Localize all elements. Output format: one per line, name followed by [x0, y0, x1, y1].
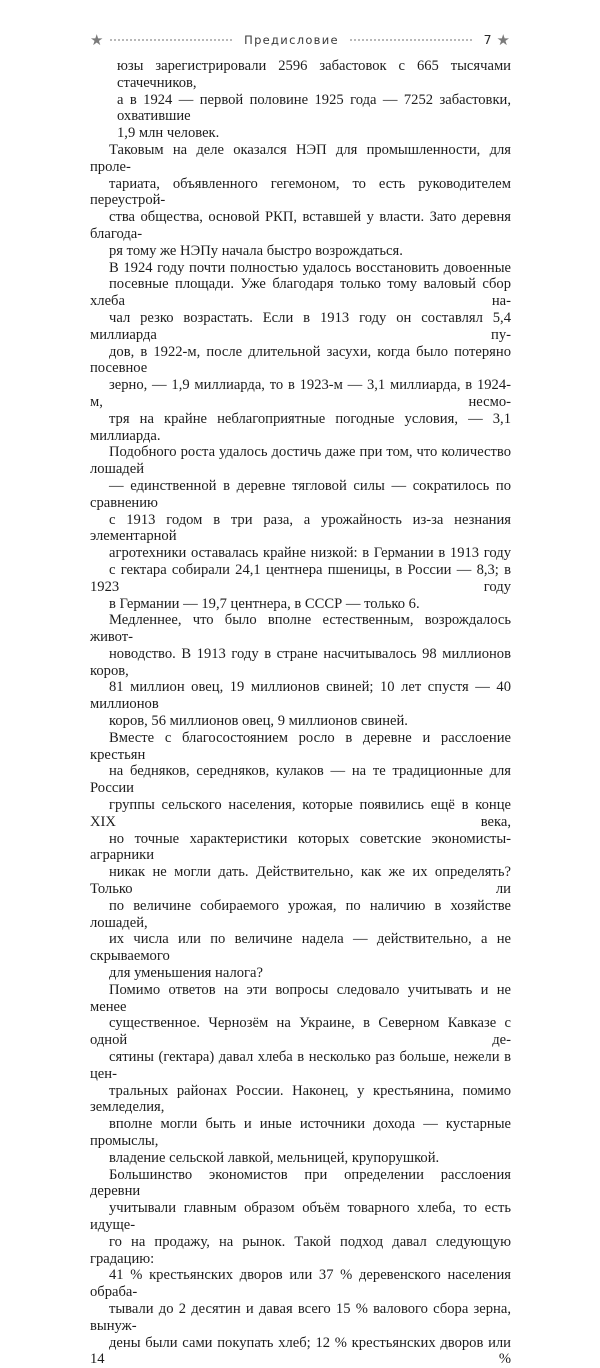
text-line: Медленнее, что было вполне естественным, возрождалось живот- [90, 612, 511, 646]
text-line: с гектара собирали 24,1 центнера пшеницы, в России — 8,3; в 1923 году [90, 561, 511, 595]
text-line: Помимо ответов на эти вопросы следовало учитывать и не менее [90, 981, 511, 1015]
paragraph [90, 1167, 511, 1368]
text-line: владение сельской лавкой, мельницей, крупорушкой. [109, 1149, 440, 1166]
text-line: их числа или по величине надела — действительно, а не скрываемого [90, 931, 511, 965]
text-line: тывали до 2 десятин и давая всего 15 % валового сбора зерна, вынуж- [90, 1300, 511, 1334]
text-line: Подобного роста удалось достичь даже при том, что количество лошадей [90, 444, 511, 478]
text-line: тря на крайне неблагоприятные погодные условия, — 3,1 миллиарда. [90, 410, 511, 444]
text-line: существенное. Чернозём на Украине, в Северном Кавказе с одной де- [90, 1015, 511, 1049]
body-text [90, 58, 511, 1368]
text-line: ря тому же НЭПу начала быстро возрождаться. [109, 242, 403, 259]
text-line: для уменьшения налога? [109, 965, 263, 982]
text-line: агротехники оставалась крайне низкой: в Германии в 1913 году [109, 545, 511, 562]
text-line: никак не могли дать. Действительно, как же их определять? Только ли [90, 864, 511, 898]
text-line: с 1913 годом в три раза, а урожайность из-за незнания элементарной [90, 511, 511, 545]
paragraph [90, 612, 511, 730]
paragraph [90, 730, 511, 982]
text-line: зерно, — 1,9 миллиарда, то в 1923-м — 3,1 миллиарда, в 1924-м, несмо- [90, 377, 511, 410]
page-number: 7 [483, 32, 492, 47]
text-line: юзы зарегистрировали 2596 забастовок с 665 тысячами стачечников, [117, 58, 511, 91]
text-line: 1,9 млн человек. [117, 125, 220, 142]
text-line: дены были сами покупать хлеб; 12 % крестьянских дворов или 14 % [90, 1334, 511, 1368]
text-line: а в 1924 — первой половине 1925 года — 7252 забастовки, охватившие [117, 91, 511, 125]
text-line: Большинство экономистов при определении расслоения деревни [90, 1166, 511, 1200]
text-line: вполне могли быть и иные источники дохода — кустарные промыслы, [90, 1116, 511, 1149]
star-right-icon: ★ [496, 31, 510, 49]
chapter-title: Предисловие [244, 33, 339, 47]
text-line: тральных районах России. Наконец, у крестьянина, помимо земледелия, [90, 1082, 511, 1116]
text-line: учитывали главным образом объём товарного хлеба, то есть идуще- [90, 1200, 511, 1233]
text-line: по величине собираемого урожая, по наличию в хозяйстве лошадей, [90, 897, 511, 931]
star-left-icon: ★ [90, 31, 104, 49]
running-header [90, 30, 510, 50]
paragraph [90, 142, 511, 260]
paragraph [90, 260, 511, 613]
text-line: в Германии — 19,7 центнера, в СССР — только 6. [109, 595, 420, 612]
text-line: ства общества, основой РКП, вставшей у власти. Зато деревня благода- [90, 209, 511, 242]
text-line: новодство. В 1913 году в стране насчитывалось 98 миллионов коров, [90, 645, 511, 679]
text-line: группы сельского населения, которые появились ещё в конце XIX века, [90, 797, 511, 830]
text-line: Вместе с благосостоянием росло в деревне и расслоение крестьян [90, 729, 511, 763]
text-line: — единственной в деревне тягловой силы — сократилось по сравнению [90, 477, 511, 511]
text-line: чал резко возрастать. Если в 1913 году он составлял 5,4 миллиарда пу- [90, 309, 511, 343]
text-line: сятины (гектара) давал хлеба в несколько раз больше, нежели в цен- [90, 1049, 511, 1082]
text-line: В 1924 году почти полностью удалось восстановить довоенные [109, 259, 511, 276]
dotted-rule-right [349, 38, 474, 42]
paragraph [90, 58, 511, 142]
text-line: на бедняков, середняков, кулаков — на те традиционные для России [90, 763, 511, 797]
text-line: коров, 56 миллионов овец, 9 миллионов свиней. [109, 713, 408, 730]
text-line: тариата, объявленного гегемоном, то есть руководителем переустрой- [90, 175, 511, 209]
text-line: дов, в 1922-м, после длительной засухи, когда было потеряно посевное [90, 343, 511, 377]
paragraph [90, 982, 511, 1167]
text-line: 41 % крестьянских дворов или 37 % деревенского населения обраба- [90, 1267, 511, 1301]
text-line: го на продажу, на рынок. Такой подход давал следующую градацию: [90, 1233, 511, 1267]
text-line: но точные характеристики которых советские экономисты-аграрники [90, 830, 511, 864]
dotted-rule-left [109, 38, 234, 42]
text-line: посевные площади. Уже благодаря только тому валовый сбор хлеба на- [90, 276, 511, 310]
text-line: Таковым на деле оказался НЭП для промышленности, для проле- [90, 141, 511, 175]
text-line: 81 миллион овец, 19 миллионов свиней; 10 лет спустя — 40 миллионов [90, 679, 511, 713]
